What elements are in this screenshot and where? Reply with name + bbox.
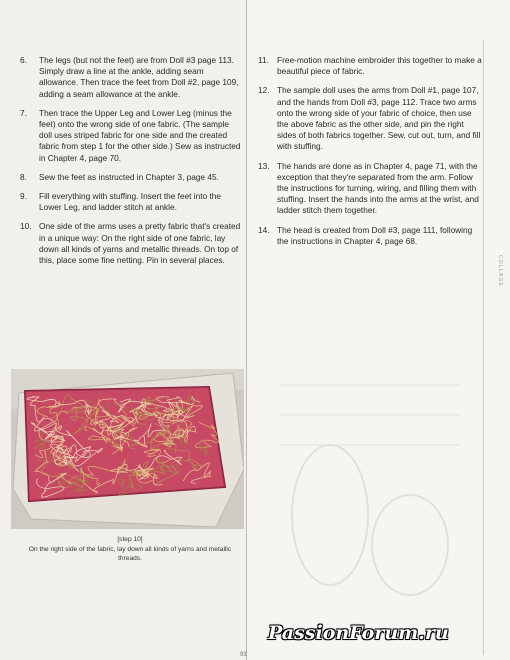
step-number: 13. [258, 160, 270, 171]
step-number: 9. [20, 191, 27, 202]
step-text: Fill everything with stuffing. Insert the feet into the Lower Leg, and ladder stitch at ankle. [39, 191, 222, 213]
step-item [258, 85, 483, 152]
step-item [258, 161, 483, 217]
step-item [20, 221, 242, 266]
chapter-side-tab: COLLAGE [497, 255, 503, 288]
bleed-through-sketch [260, 325, 480, 605]
step-text: Free-motion machine embroider this together to make a beautiful piece of fabric. [277, 55, 482, 77]
step-text: The hands are done as in Chapter 4, page 71, with the exception that they're separated from the arm. Follow the instructions for turning, wiring, and filling them with stuffing. Insert the hands into the arms at the wrist, and ladder stitch them together. [277, 160, 479, 216]
page-number: 93 [240, 652, 247, 658]
step-text: The head is created from Doll #3, page 111, following the instructions in Chapter 4, page 68. [277, 224, 473, 246]
step-10-photo [11, 369, 244, 529]
watermark-text: PassionForum.ru [268, 622, 449, 644]
step-number: 10. [20, 221, 32, 232]
photo-caption [20, 535, 240, 564]
right-step-list [258, 55, 483, 255]
step-number: 14. [258, 224, 270, 235]
step-text: Then trace the Upper Leg and Lower Leg (minus the feet) onto the wrong side of one fabric. (The sample doll uses striped fabric for one side and the created fabric from step 1 for the other side.) Sew as instructed in Chapter 4, page 70. [39, 107, 241, 163]
step-item [20, 55, 242, 100]
step-item [20, 172, 242, 183]
page-edge-divider [483, 40, 484, 655]
step-text: One side of the arms uses a pretty fabric that's created in a unique way: On the right side of one fabric, lay down all kinds of yarns and metallic threads. On top of this, place some fine netting. Pin in several places. [39, 221, 241, 266]
caption-text: On the right side of the fabric, lay down all kinds of yarns and metallic threads. [28, 545, 232, 563]
step-item [258, 55, 483, 77]
step-text: The sample doll uses the arms from Doll #1, page 107, and the hands from Doll #3, page 112. Trace two arms onto the wrong side of your fabric of choice, then use the above fabric as the other side, and pin the right sides of both fabrics together. Sew, cut out, turn, and fill with stuffing. [277, 85, 481, 152]
step-item [258, 225, 483, 247]
step-text: The legs (but not the feet) are from Doll #3 page 113. Simply draw a line at the ankle, adding seam allowance. Then trace the feet from Doll #2, page 109, adding a seam allowance at the ankle. [39, 55, 239, 99]
fabric-photo-illustration [11, 369, 244, 529]
step-item [20, 108, 242, 164]
step-number: 12. [258, 85, 270, 96]
step-text: Sew the feet as instructed in Chapter 3, page 45. [39, 171, 219, 182]
step-number: 7. [20, 107, 27, 118]
step-number: 8. [20, 171, 27, 182]
step-item [20, 191, 242, 213]
step-number: 11. [258, 55, 269, 65]
step-number: 6. [20, 55, 27, 65]
left-step-list [20, 55, 242, 274]
caption-step-label: [step 10] [117, 536, 143, 543]
